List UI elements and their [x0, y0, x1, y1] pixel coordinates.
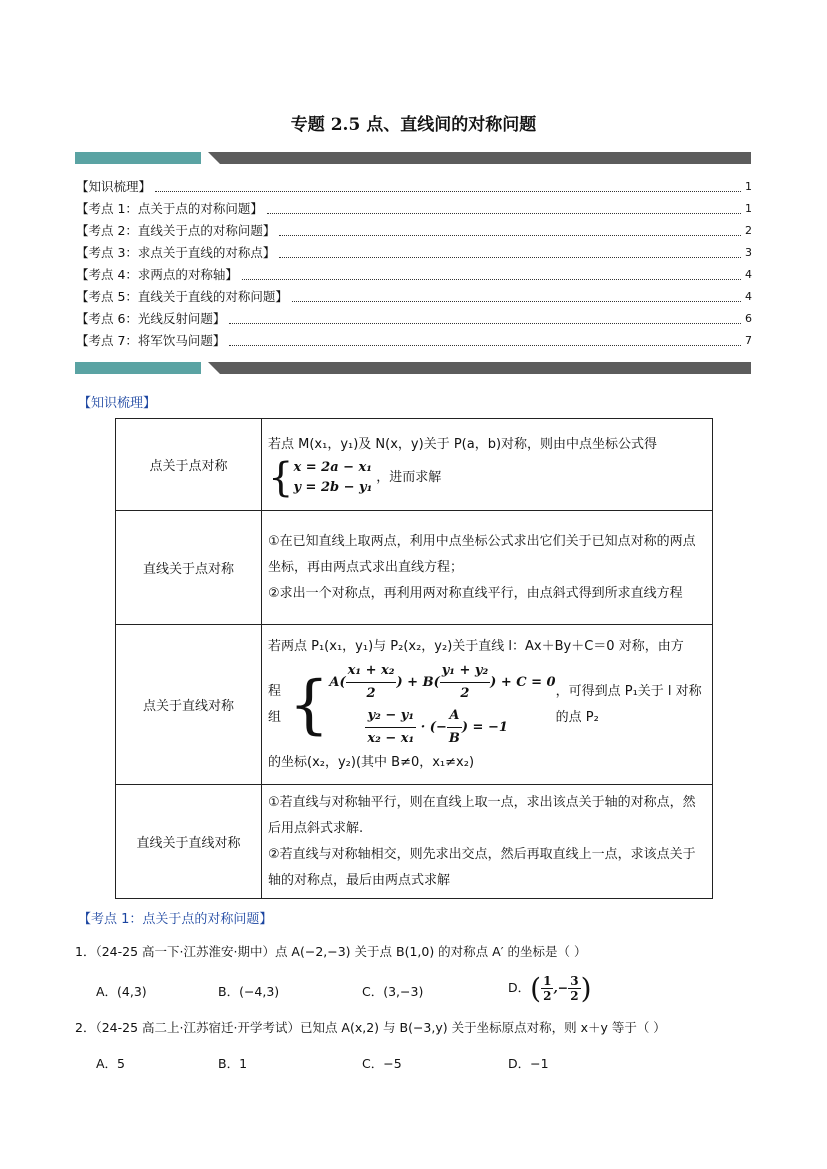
- option-b[interactable]: B．1: [218, 1056, 248, 1071]
- row-label: 直线关于直线对称: [116, 785, 262, 899]
- table-of-contents: [76, 176, 752, 352]
- toc-entry[interactable]: 【考点 6：光线反射问题】 6: [76, 311, 752, 326]
- section1-heading: 【考点 1：点关于点的对称问题】: [78, 912, 273, 927]
- page-title: 专题 2.5 点、直线间的对称问题: [290, 115, 537, 135]
- toc-entry[interactable]: 【考点 7：将军饮马问题】 7: [76, 333, 752, 348]
- divider-bar-bottom: [75, 362, 751, 374]
- row-label: 点关于直线对称: [116, 625, 262, 785]
- knowledge-heading: 【知识梳理】: [78, 396, 157, 411]
- option-c[interactable]: C．(3,−3): [362, 984, 424, 999]
- knowledge-table: [115, 418, 713, 899]
- toc-entry[interactable]: 【知识梳理】 1: [76, 179, 752, 194]
- toc-entry[interactable]: 【考点 4：求两点的对称轴】 4: [76, 267, 752, 282]
- option-a[interactable]: A．(4,3): [96, 984, 147, 999]
- option-d[interactable]: D．−1: [508, 1056, 549, 1071]
- option-d[interactable]: D．( $\frac{1}{2}$ ,− $\frac{3}{2}$ ): [508, 972, 592, 1005]
- row-content: 若点 M(x₁，y₁)及 N(x，y)关于 P(a，b)对称，则由中点坐标公式得 { x = 2a − x₁ y = 2b − y₁ ，进而求解: [262, 419, 713, 511]
- row-label: 点关于点对称: [116, 419, 262, 511]
- row-content: ①在已知直线上取两点，利用中点坐标公式求出它们关于已知点对称的两点坐标，再由两点式求出直线方程； ②求出一个对称点，再利用两对称直线平行，由点斜式得到所求直线方程: [262, 511, 713, 625]
- row-content: ①若直线与对称轴平行，则在直线上取一点，求出该点关于轴的对称点，然后用点斜式求解. ②若直线与对称轴相交，则先求出交点，然后再取直线上一点，求该点关于轴的对称点，最后由两点式求解: [262, 785, 713, 899]
- row-content: 若两点 P₁(x₁，y₁)与 P₂(x₂，y₂)关于直线 l：Ax＋By＋C＝0 对称，由方 程组 { A( $\frac{\text{x₁ + x₂}}{2}$ ) + B( $\frac{\text{y₁ + y₂}}{2}$ ) + C = 0 $\frac{\text{y₂ − y₁}}{\text{x₂ − x₁}}$ · (− $\frac{A}{B}$ ) = −1 ，可得到点 P₁关于 l 对称的点 P₂ 的坐标(x₂，y₂)(其中 B≠0，x₁≠x₂): [262, 625, 713, 785]
- question-2: 2．（24-25 高二上·江苏宿迁·开学考试）已知点 A(x,2) 与 B(−3,y) 关于坐标原点对称，则 x＋y 等于（ ）: [75, 1020, 666, 1035]
- option-c[interactable]: C．−5: [362, 1056, 402, 1071]
- toc-entry[interactable]: 【考点 3：求点关于直线的对称点】 3: [76, 245, 752, 260]
- toc-entry[interactable]: 【考点 1：点关于点的对称问题】 1: [76, 201, 752, 216]
- toc-entry[interactable]: 【考点 5：直线关于直线的对称问题】 4: [76, 289, 752, 304]
- option-b[interactable]: B．(−4,3): [218, 984, 280, 999]
- option-a[interactable]: A．5: [96, 1056, 126, 1071]
- question-1: 1．（24-25 高一下·江苏淮安·期中）点 A(−2,−3) 关于点 B(1,0) 的对称点 A′ 的坐标是（ ）: [75, 944, 587, 959]
- toc-entry[interactable]: 【考点 2：直线关于点的对称问题】 2: [76, 223, 752, 238]
- divider-bar-top: [75, 152, 751, 164]
- row-label: 直线关于点对称: [116, 511, 262, 625]
- equation-system: A( $\frac{\text{x₁ + x₂}}{2}$ ) + B( $\frac{\text{y₁ + y₂}}{2}$ ) + C = 0 $\frac{\text{y₂ − y₁}}{\text{x₂ − x₁}}$ · (− $\frac{A}{B}$ ) = −1: [329, 660, 555, 750]
